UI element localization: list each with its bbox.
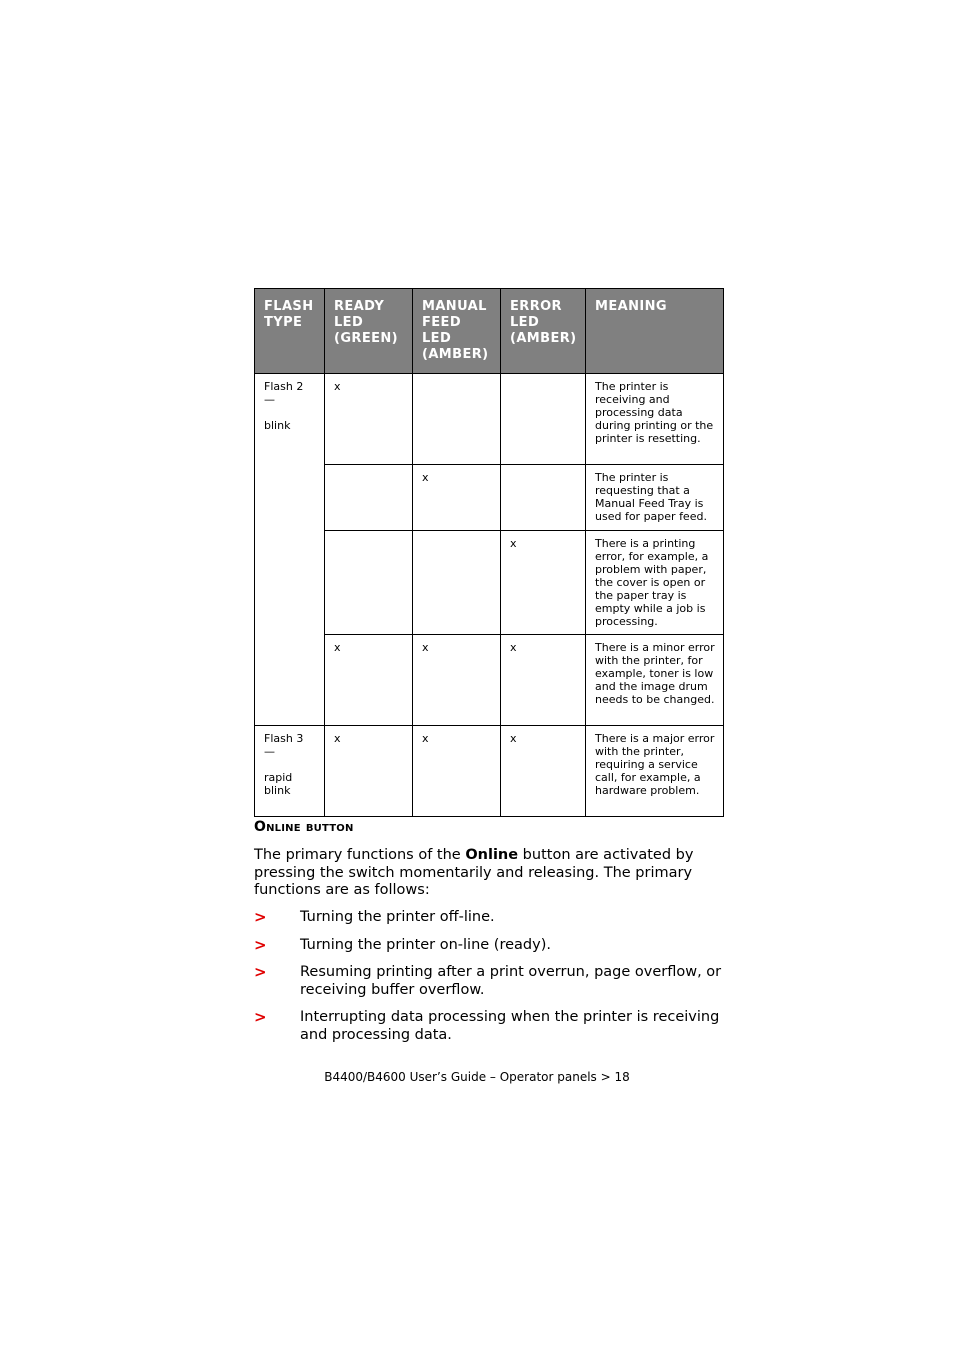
list-item-text: Turning the printer on-line (ready). [300, 936, 551, 953]
bullet-arrow-icon: > [254, 963, 267, 981]
meaning-cell: There is a minor error with the printer, for example, toner is low and the image drum needs to be changed. [586, 635, 724, 726]
intro-text-end: button are activated by pressing the switch momentarily and releasing. The primary functions are as follows: [254, 847, 694, 898]
table-row [255, 635, 724, 726]
header-manual-feed-led: MANUAL FEED LED (AMBER) [413, 289, 501, 374]
table-row [255, 531, 724, 635]
table-header-row [255, 289, 724, 374]
bullet-arrow-icon: > [254, 935, 267, 954]
header-flash-type: FLASH TYPE [255, 289, 325, 374]
error-led-cell [501, 465, 586, 531]
list-item [254, 909, 724, 927]
error-led-cell: x [501, 531, 586, 635]
section-heading: Online button [254, 819, 354, 835]
page-footer: B4400/B4600 User’s Guide – Operator panels > 18 [324, 1070, 630, 1084]
list-item-text: Interrupting data processing when the printer is receiving and processing data. [300, 1009, 720, 1043]
error-led-cell: x [501, 726, 586, 817]
list-item [254, 937, 724, 955]
meaning-cell: There is a major error with the printer, requiring a service call, for example, a hardware problem. [586, 726, 724, 817]
manual-feed-led-cell: x [413, 635, 501, 726]
meaning-cell: The printer is receiving and processing data during printing or the printer is resetting. [586, 374, 724, 465]
header-error-led: ERROR LED (AMBER) [501, 289, 586, 374]
list-item [254, 1009, 724, 1044]
table-row [255, 465, 724, 531]
list-item [254, 964, 724, 999]
manual-feed-led-cell [413, 531, 501, 635]
intro-paragraph [254, 847, 724, 900]
bullet-arrow-icon: > [254, 1008, 267, 1026]
led-status-table [254, 288, 724, 817]
ready-led-cell [325, 465, 413, 531]
online-button-name: Online [465, 847, 519, 863]
list-item-text: Turning the printer off-line. [300, 909, 495, 925]
list-item-text: Resuming printing after a print overrun, page overflow, or receiving buffer overflow. [300, 964, 722, 998]
header-ready-led: READY LED (GREEN) [325, 289, 413, 374]
error-led-cell: x [501, 635, 586, 726]
flash-type-cell: Flash 2 — blink [255, 374, 325, 726]
error-led-cell [501, 374, 586, 465]
manual-feed-led-cell: x [413, 465, 501, 531]
header-meaning: MEANING [586, 289, 724, 374]
function-list [254, 909, 724, 1054]
ready-led-cell: x [325, 726, 413, 817]
ready-led-cell: x [325, 635, 413, 726]
manual-feed-led-cell: x [413, 726, 501, 817]
ready-led-cell [325, 531, 413, 635]
ready-led-cell: x [325, 374, 413, 465]
meaning-cell: There is a printing error, for example, a problem with paper, the cover is open or the paper tray is empty while a job is processing. [586, 531, 724, 635]
manual-feed-led-cell [413, 374, 501, 465]
intro-text-start: The primary functions of the [254, 847, 466, 863]
bullet-arrow-icon: > [254, 908, 267, 926]
table-row [255, 374, 724, 465]
table-row [255, 726, 724, 817]
meaning-cell: The printer is requesting that a Manual Feed Tray is used for paper feed. [586, 465, 724, 531]
flash-type-cell: Flash 3 — rapid blink [255, 726, 325, 817]
